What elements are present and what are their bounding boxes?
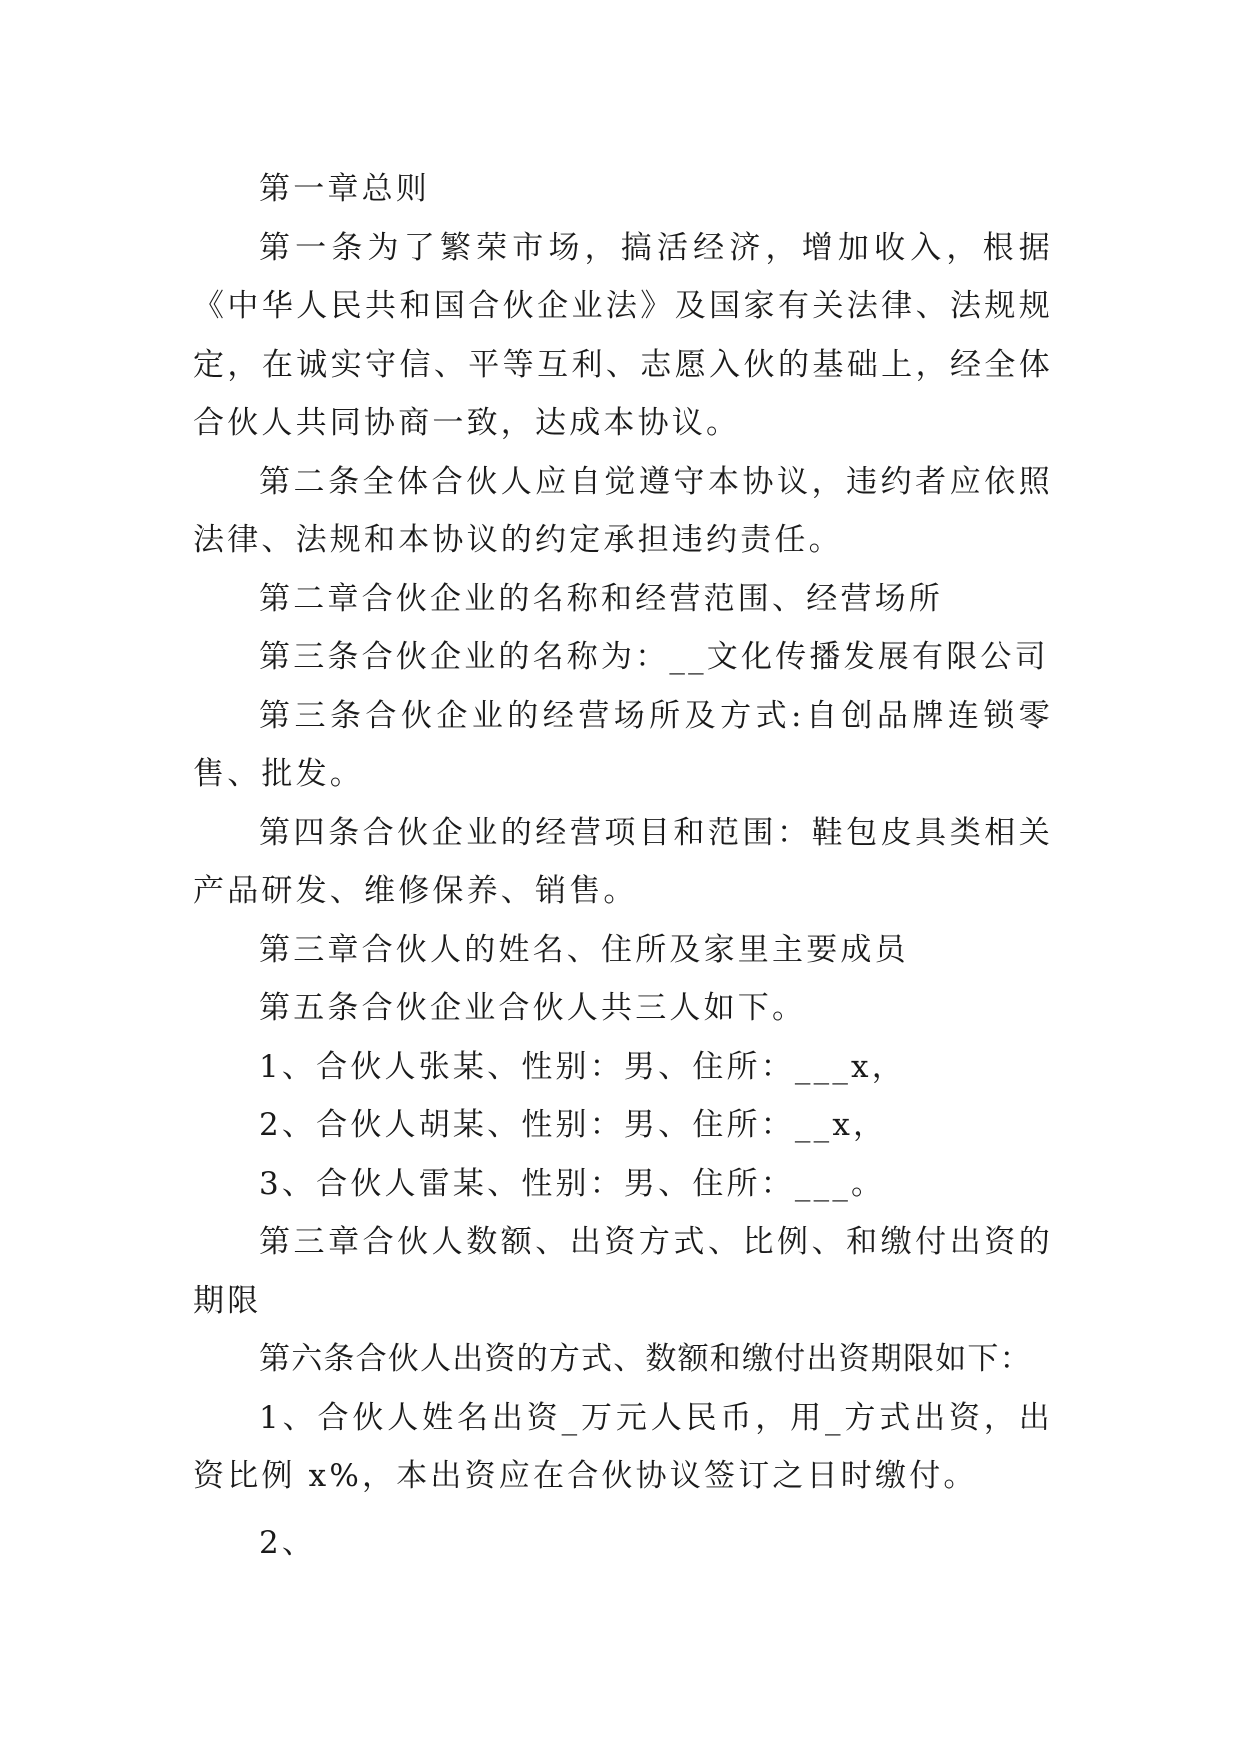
partner-2-item: 2、合伙人胡某、性别：男、住所：__x， [259,1107,888,1143]
chapter-1-heading: 第一章总则 [259,171,430,207]
partner-1-item: 1、合伙人张某、性别：男、住所：___x， [259,1048,906,1085]
chapter-2-heading: 第二章合伙企业的名称和经营范围、经营场所 [259,580,943,617]
article-3-name-paragraph: 第三条合伙企业的名称为：__文化传播发展有限公司 [259,639,1049,675]
article-3-location-paragraph: 第三条合伙企业的经营场所及方式:自创品牌连锁零售、批发。 [193,697,1053,792]
contribution-1-item: 1、合伙人姓名出资_万元人民币，用_方式出资，出资比例 x%，本出资应在合伙协议签订之日时缴付。 [193,1399,1053,1494]
chapter-3-heading: 第三章合伙人的姓名、住所及家里主要成员 [259,931,909,968]
article-4-paragraph: 第四条合伙企业的经营项目和范围：鞋包皮具类相关产品研发、维修保养、销售。 [193,814,1053,909]
contribution-2-item: 2、 [259,1524,317,1561]
chapter-3b-heading: 第三章合伙人数额、出资方式、比例、和缴付出资的期限 [193,1224,1053,1319]
document-body [193,160,1053,1572]
article-1-paragraph: 第一条为了繁荣市场，搞活经济，增加收入，根据《中华人民共和国合伙企业法》及国家有关法律、法规规定，在诚实守信、平等互利、志愿入伙的基础上，经全体合伙人共同协商一致，达成本协议。 [193,229,1053,441]
article-6-paragraph: 第六条合伙人出资的方式、数额和缴付出资期限如下： [259,1341,1032,1377]
article-5-paragraph: 第五条合伙企业合伙人共三人如下。 [259,990,807,1026]
partner-3-item: 3、合伙人雷某、性别：男、住所：___。 [259,1165,886,1202]
article-2-paragraph: 第二条全体合伙人应自觉遵守本协议，违约者应依照法律、法规和本协议的约定承担违约责任。 [193,463,1053,558]
